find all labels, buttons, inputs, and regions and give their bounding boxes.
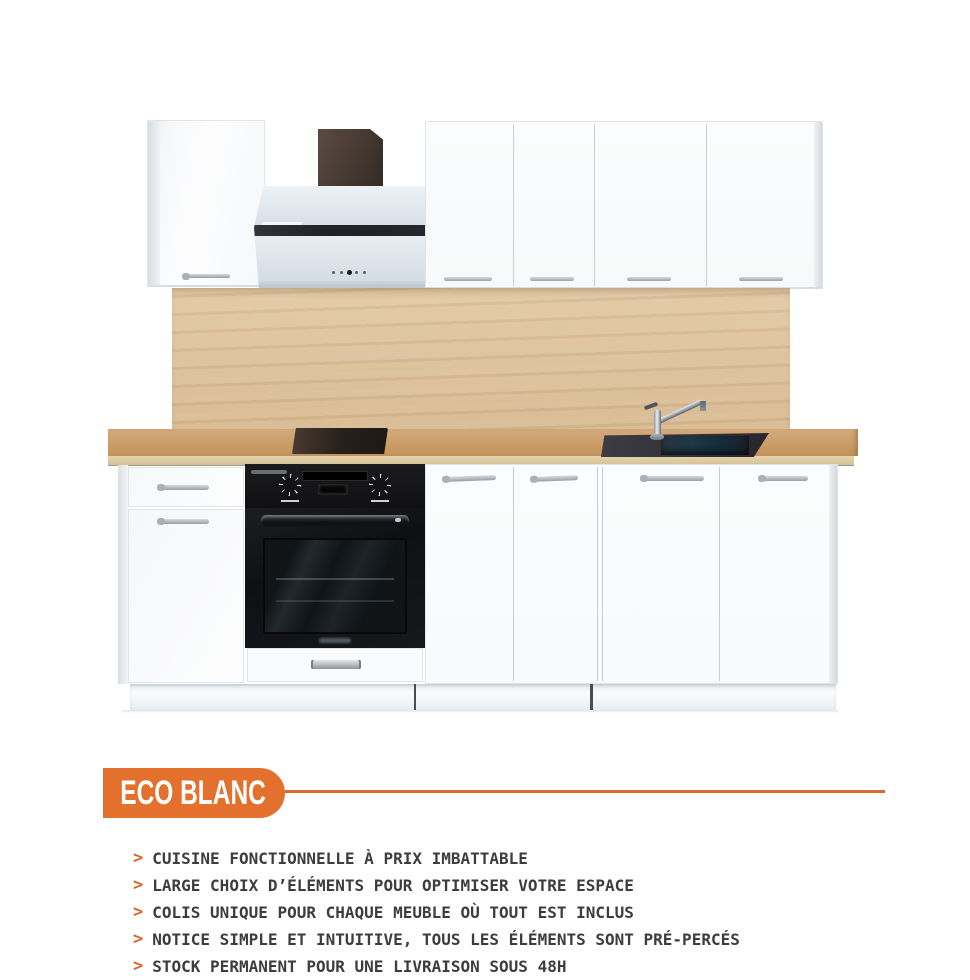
door-handle: [159, 519, 209, 524]
oven-dial-left: [279, 474, 301, 496]
hood-glass-panel: [254, 186, 439, 225]
feature-text: STOCK PERMANENT POUR UNE LIVRAISON SOUS 48H: [152, 956, 567, 976]
cabinet-handle: [760, 476, 808, 481]
base-door-front: [128, 509, 244, 683]
oven-logo: [319, 638, 351, 643]
cabinet-side-panel: [814, 122, 822, 287]
bullet-chevron-icon: >: [133, 956, 144, 976]
plinth-seam: [590, 684, 593, 710]
door-gap: [602, 467, 603, 681]
oven-door: [245, 508, 425, 648]
floor-shadow: [122, 710, 838, 713]
hood-control-button: [347, 270, 352, 275]
hood-chimney: [318, 129, 383, 188]
plinth-seam: [414, 684, 416, 710]
bullet-chevron-icon: >: [133, 875, 144, 895]
under-oven-drawer: [247, 648, 423, 682]
feature-text: LARGE CHOIX D’ÉLÉMENTS POUR OPTIMISER VOTRE ESPACE: [152, 875, 634, 895]
product-name-banner: [103, 768, 285, 818]
wall-cabinets-right: [425, 121, 823, 289]
oven-dial-label: [281, 500, 299, 502]
cabinet-side-panel: [148, 121, 160, 285]
wall-cabinet-left: [147, 120, 265, 287]
door-gap: [594, 124, 595, 286]
faucet-body: [654, 410, 661, 436]
door-gap: [597, 467, 598, 681]
base-drawer-front: [128, 467, 244, 507]
bullet-chevron-icon: >: [133, 902, 144, 922]
door-gap: [513, 467, 514, 681]
induction-hob: [292, 428, 388, 454]
cabinet-handle: [532, 475, 578, 482]
feature-item: [133, 872, 740, 899]
hood-control-button: [340, 271, 343, 274]
bullet-chevron-icon: >: [133, 929, 144, 949]
cabinet-handle: [530, 277, 574, 281]
oven-window: [263, 538, 407, 634]
cabinet-handle: [627, 277, 671, 281]
cabinet-handle: [444, 475, 496, 482]
cabinet-handle: [184, 274, 230, 278]
hood-control-button: [332, 271, 335, 274]
feature-item: [133, 845, 740, 872]
faucet-base: [650, 434, 664, 440]
feature-text: COLIS UNIQUE POUR CHAQUE MEUBLE OÙ TOUT EST INCLUS: [152, 902, 634, 922]
faucet-spout: [656, 399, 703, 425]
oven-display: [302, 471, 368, 481]
door-gap: [719, 467, 720, 681]
feature-item: [133, 953, 740, 980]
faucet-tip: [700, 401, 706, 411]
cabinet-side-panel: [118, 465, 128, 684]
feature-item: [133, 899, 740, 926]
oven-handle: [261, 515, 409, 526]
cabinet-handle: [444, 277, 492, 281]
oven-clock: [318, 484, 348, 495]
oven-dial-label: [371, 500, 389, 502]
cooker-hood: [254, 186, 439, 296]
cabinet-side-panel: [829, 465, 837, 683]
plinth: [130, 684, 836, 710]
drawer-handle: [311, 660, 361, 669]
built-in-oven: [245, 464, 425, 648]
door-gap: [513, 124, 514, 286]
feature-item: [133, 926, 740, 953]
bullet-chevron-icon: >: [133, 848, 144, 868]
product-name: ECO BLANC: [120, 773, 266, 812]
feature-list: [133, 845, 740, 980]
door-gap: [706, 124, 707, 286]
drawer-handle: [159, 485, 209, 490]
hood-lower-panel: [254, 236, 439, 281]
oven-dial-right: [369, 474, 391, 496]
feature-text: NOTICE SIMPLE ET INTUITIVE, TOUS LES ÉLÉMENTS SONT PRÉ-PERCÉS: [152, 929, 740, 949]
hood-control-button: [363, 271, 366, 274]
banner-rule: [285, 790, 885, 793]
base-cabinets-right: [425, 464, 838, 684]
hood-vent-strip: [254, 225, 439, 236]
oven-rack: [276, 578, 394, 580]
feature-text: CUISINE FONCTIONNELLE À PRIX IMBATTABLE: [152, 848, 528, 868]
cabinet-handle: [739, 277, 783, 281]
faucet: [640, 396, 720, 442]
cabinet-handle: [642, 476, 704, 481]
faucet-lever: [644, 402, 659, 411]
oven-brand-mark: [251, 470, 287, 474]
oven-control-panel: [245, 464, 425, 508]
hood-control-button: [355, 271, 358, 274]
oven-rack: [276, 600, 394, 602]
